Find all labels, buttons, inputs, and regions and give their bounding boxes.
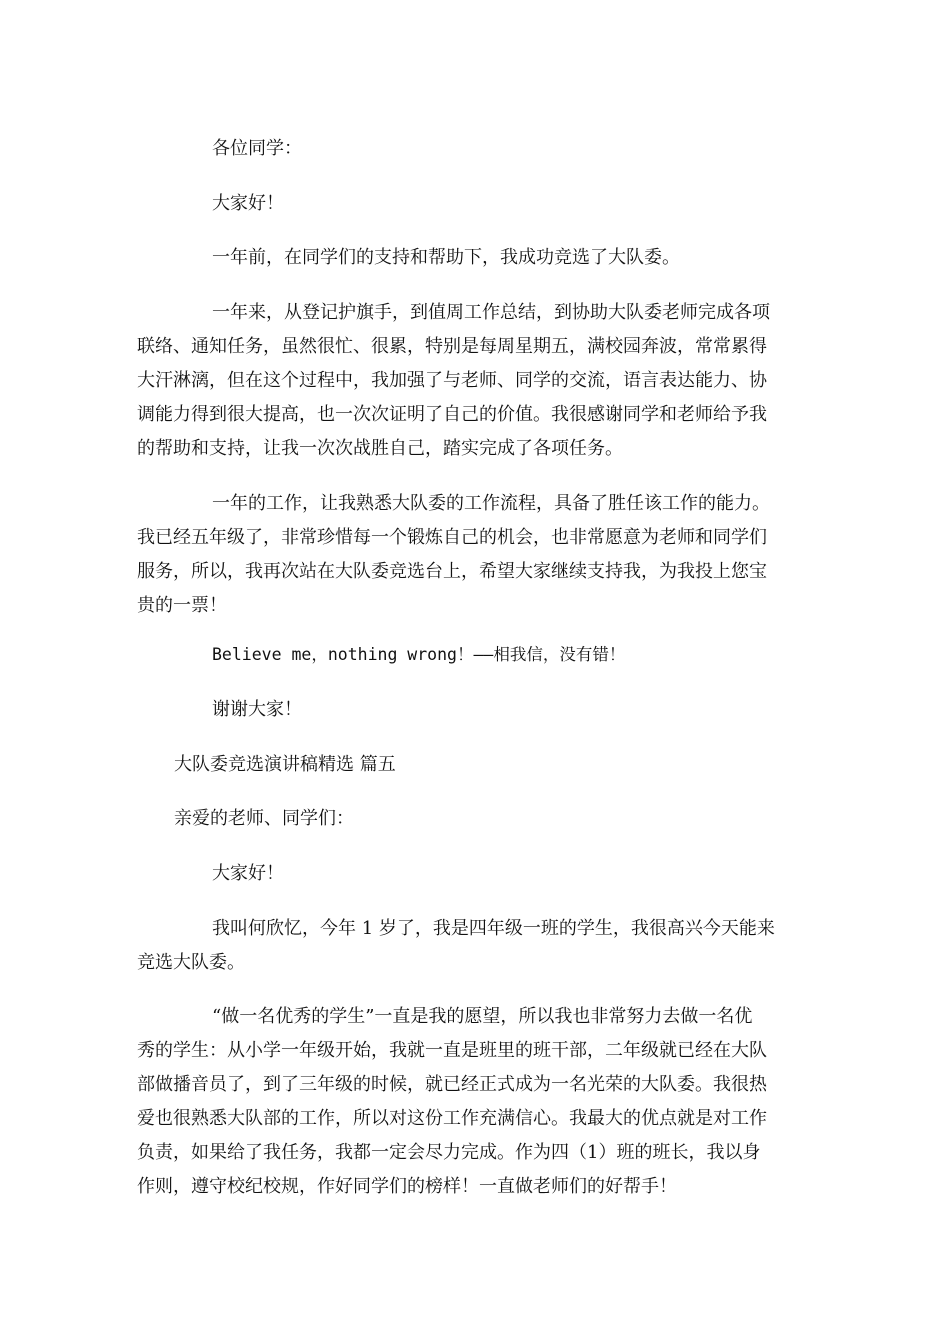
paragraph-line: 我叫何欣忆，今年 1 岁了，我是四年级一班的学生，我很高兴今天能来 — [212, 918, 775, 939]
paragraph-line: 的帮助和支持，让我一次次战胜自己，踏实完成了各项任务。 — [137, 438, 623, 459]
paragraph-line: 一年前，在同学们的支持和帮助下，我成功竞选了大队委。 — [212, 247, 680, 268]
greeting-line: 亲爱的老师、同学们： — [174, 808, 354, 829]
paragraph-line: 秀的学生：从小学一年级开始，我就一直是班里的班干部，二年级就已经在大队 — [137, 1040, 767, 1061]
paragraph-line: 服务，所以，我再次站在大队委竞选台上，希望大家继续支持我，为我投上您宝 — [137, 561, 767, 582]
paragraph-line: 一年的工作，让我熟悉大队委的工作流程，具备了胜任该工作的能力。 — [212, 493, 770, 514]
paragraph-line: 我已经五年级了，非常珍惜每一个锻炼自己的机会，也非常愿意为老师和同学们 — [137, 527, 767, 548]
paragraph-line: 竞选大队委。 — [137, 952, 245, 973]
section-title: 大队委竞选演讲稿精选 篇五 — [174, 754, 396, 775]
paragraph-line: 爱也很熟悉大队部的工作，所以对这份工作充满信心。我最大的优点就是对工作 — [137, 1108, 767, 1129]
paragraph-line: 大汗淋漓，但在这个过程中，我加强了与老师、同学的交流，语言表达能力、协 — [137, 370, 767, 391]
paragraph-line: 部做播音员了，到了三年级的时候，就已经正式成为一名光荣的大队委。我很热 — [137, 1074, 767, 1095]
paragraph-line: 联络、通知任务，虽然很忙、很累，特别是每周星期五，满校园奔波，常常累得 — [137, 336, 767, 357]
motto-line: Believe me，nothing wrong！——相我信，没有错！ — [212, 645, 626, 664]
paragraph-line: 调能力得到很大提高，也一次次证明了自己的价值。我很感谢同学和老师给予我 — [137, 404, 767, 425]
paragraph-line: 一年来，从登记护旗手，到值周工作总结，到协助大队委老师完成各项 — [212, 302, 770, 323]
greeting-line: 各位同学： — [212, 138, 302, 159]
paragraph-line: 作则，遵守校纪校规，作好同学们的榜样！一直做老师们的好帮手！ — [137, 1176, 677, 1197]
thanks-line: 谢谢大家！ — [212, 699, 302, 720]
paragraph-line: “做一名优秀的学生”一直是我的愿望，所以我也非常努力去做一名优 — [212, 1006, 753, 1027]
hello-line: 大家好！ — [212, 863, 284, 884]
paragraph-line: 负责，如果给了我任务，我都一定会尽力完成。作为四（1）班的班长，我以身 — [137, 1142, 761, 1163]
paragraph-line: 贵的一票！ — [137, 595, 227, 616]
hello-line: 大家好！ — [212, 193, 284, 214]
